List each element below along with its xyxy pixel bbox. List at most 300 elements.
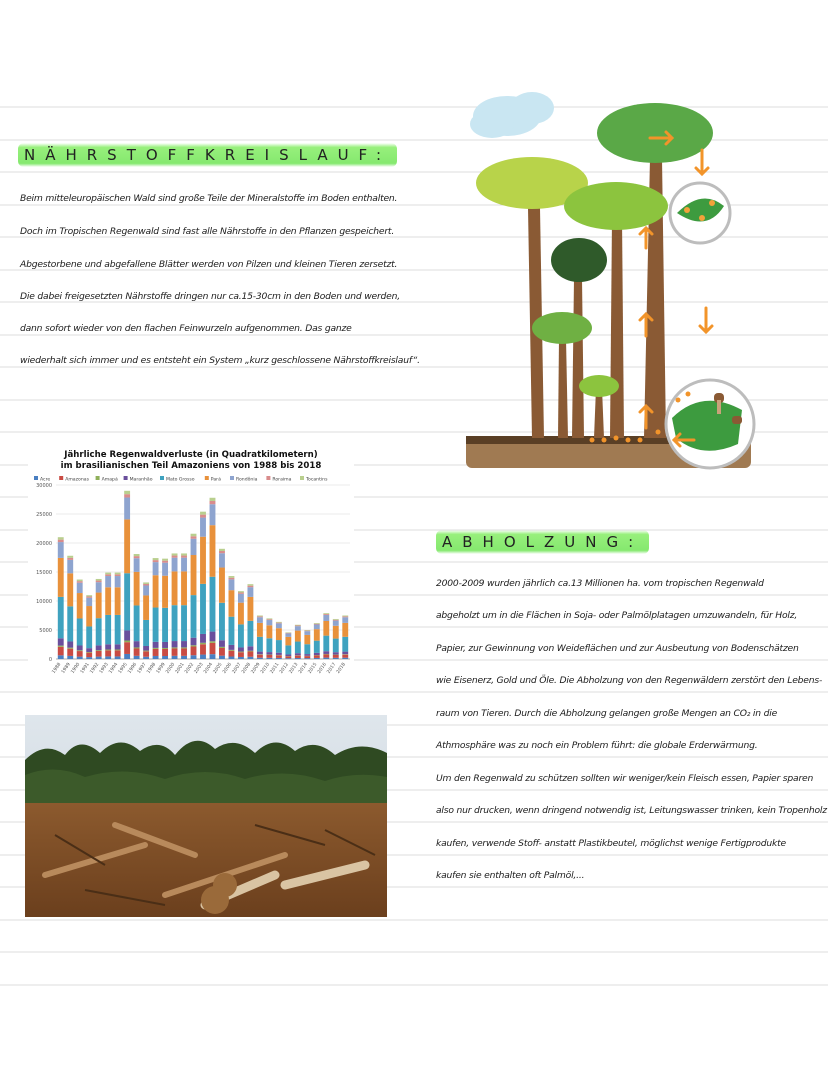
bar-segment <box>200 655 206 659</box>
bar-segment <box>247 584 253 585</box>
legend-label: Mato Grosso <box>166 477 195 483</box>
bar-segment <box>172 648 178 655</box>
bar-segment <box>115 576 121 587</box>
bar-segment <box>333 652 339 654</box>
bar-segment <box>219 568 225 603</box>
x-tick-label: 1996 <box>127 662 139 675</box>
bar-segment <box>115 649 121 650</box>
bar-segment <box>115 644 121 649</box>
bar-segment <box>219 549 225 551</box>
text-line: abgeholzt um in die Flächen in Soja- oder Palmölplatagen umzuwandeln, für Holz, <box>436 610 798 621</box>
bar-segment <box>96 657 102 659</box>
bar-segment <box>219 647 225 648</box>
bar-segment <box>162 649 168 656</box>
bar-segment <box>276 622 282 623</box>
bar-segment <box>342 652 348 655</box>
bar-segment <box>266 658 272 659</box>
bar-segment <box>342 623 348 637</box>
bar-segment <box>238 592 244 593</box>
bar-segment <box>304 631 310 635</box>
legend-label: Amazonas <box>65 477 89 483</box>
bar-segment <box>67 556 73 558</box>
bar-segment <box>58 646 64 647</box>
bar-segment <box>77 580 83 582</box>
bar-segment <box>58 540 64 542</box>
x-tick-label: 2001 <box>174 662 186 675</box>
bar-segment <box>295 626 301 630</box>
bar-segment <box>247 621 253 646</box>
x-tick-label: 1989 <box>61 662 72 675</box>
bar-segment <box>295 656 301 658</box>
bar-segment <box>314 653 320 655</box>
text-line: dann sofort wieder von den flachen Feinwurzeln aufgenommen. Das ganze <box>20 323 352 334</box>
bar-segment <box>86 596 92 597</box>
bar-segment <box>323 614 329 615</box>
bar-segment <box>96 618 102 645</box>
bar-segment <box>134 641 140 647</box>
bar-segment <box>115 587 121 615</box>
bar-segment <box>191 539 197 555</box>
legend-label: Acre <box>40 477 51 483</box>
x-tick-label: 1994 <box>108 662 120 675</box>
bar-segment <box>304 654 310 656</box>
bar-segment <box>191 534 197 537</box>
bar-segment <box>77 650 83 651</box>
bar-segment <box>67 560 73 573</box>
bar-segment <box>153 656 159 659</box>
bar-segment <box>153 575 159 607</box>
y-tick-label: 10000 <box>36 598 52 605</box>
bar-segment <box>96 581 102 583</box>
bar-segment <box>238 647 244 651</box>
bar-segment <box>200 512 206 515</box>
bar-segment <box>58 655 64 659</box>
bar-segment <box>210 643 216 654</box>
bar-segment <box>285 645 291 654</box>
bar-segment <box>333 658 339 659</box>
bar-segment <box>229 657 235 659</box>
bar-segment <box>191 555 197 595</box>
bar-segment <box>266 638 272 652</box>
legend-swatch <box>300 476 304 480</box>
x-tick-label: 1995 <box>117 662 129 675</box>
x-tick-label: 1993 <box>98 662 110 675</box>
bar-segment <box>276 623 282 628</box>
bar-segment <box>153 562 159 575</box>
chart-plot <box>28 473 354 678</box>
bar-segment <box>143 620 149 646</box>
bar-segment <box>257 658 263 659</box>
bar-segment <box>323 636 329 652</box>
bar-segment <box>143 651 149 656</box>
bar-segment <box>247 646 253 650</box>
x-tick-label: 1999 <box>155 662 167 675</box>
bar-segment <box>77 657 83 659</box>
bar-segment <box>105 615 111 644</box>
bar-segment <box>238 624 244 647</box>
bar-segment <box>105 574 111 576</box>
bar-segment <box>67 656 73 659</box>
bar-segment <box>266 652 272 654</box>
bar-segment <box>96 582 102 592</box>
x-tick-label: 2013 <box>288 662 300 675</box>
bar-segment <box>257 616 263 617</box>
bar-segment <box>181 605 187 641</box>
x-tick-label: 1998 <box>146 662 158 675</box>
bar-segment <box>266 619 272 620</box>
tree-crown-icon <box>476 103 713 397</box>
y-tick-label: 15000 <box>36 569 52 576</box>
bar-segment <box>229 617 235 645</box>
x-tick-label: 2016 <box>317 662 328 675</box>
bar-segment <box>58 558 64 597</box>
bar-segment <box>77 581 83 583</box>
x-tick-label: 2003 <box>193 662 205 675</box>
bar-segment <box>247 597 253 621</box>
x-tick-label: 2009 <box>250 662 262 675</box>
text-line: Beim mitteleuropäischen Wald sind große Teile der Mineralstoffe im Boden enthalten. <box>20 193 398 204</box>
nutrient-cycle-illustration <box>462 88 762 473</box>
bar-segment <box>247 657 253 659</box>
bar-segment <box>67 573 73 606</box>
bar-segment <box>333 621 339 626</box>
bar-segment <box>219 640 225 647</box>
bar-segment <box>229 645 235 650</box>
bar-segment <box>162 648 168 649</box>
text-line: also nur drucken, wenn dringend notwendig ist, Leitungswasser trinken, kein Tropenholz <box>436 805 827 816</box>
bar-segment <box>77 593 83 618</box>
bar-segment <box>333 626 339 639</box>
bar-segment <box>86 657 92 659</box>
bar-segment <box>257 637 263 652</box>
bar-segment <box>323 654 329 657</box>
y-tick-label: 20000 <box>36 540 52 547</box>
bar-segment <box>276 653 282 655</box>
bar-segment <box>181 647 187 648</box>
bar-segment <box>219 656 225 659</box>
bar-segment <box>238 594 244 603</box>
bar-segment <box>124 642 130 654</box>
bar-segment <box>153 648 159 649</box>
bar-segment <box>285 656 291 658</box>
x-tick-label: 1992 <box>89 662 101 675</box>
bar-segment <box>124 654 130 659</box>
bar-segment <box>285 658 291 659</box>
bar-segment <box>124 498 130 520</box>
legend-swatch <box>59 476 63 480</box>
bar-segment <box>58 542 64 558</box>
bar-segment <box>229 590 235 617</box>
bar-segment <box>86 598 92 606</box>
x-tick-label: 2014 <box>298 662 309 675</box>
legend-label: Pará <box>210 477 221 483</box>
text-line: raum von Tieren. Durch die Abholzung gelangen große Mengen an CO₂ in die <box>436 708 778 719</box>
bar-segment <box>200 644 206 654</box>
bar-segment <box>67 641 73 647</box>
bar-segment <box>295 625 301 626</box>
bar-segment <box>96 579 102 581</box>
bar-segment <box>67 648 73 649</box>
bar-segment <box>304 635 310 644</box>
chart-subtitle: im brasilianischen Teil Amazoniens von 1988 bis 2018 <box>60 461 322 471</box>
bar-segment <box>285 633 291 634</box>
text-line: Die dabei freigesetzten Nährstoffe dringen nur ca.15-30cm in den Boden und werden, <box>20 291 400 302</box>
bar-segment <box>276 628 282 640</box>
x-tick-label: 2018 <box>336 662 347 675</box>
y-tick-label: 5000 <box>39 627 52 634</box>
bar-segment <box>314 655 320 658</box>
bar-segment <box>200 518 206 537</box>
bar-segment <box>96 651 102 657</box>
bar-segment <box>67 606 73 641</box>
legend-label: Roraima <box>272 477 292 483</box>
bar-segment <box>124 494 130 497</box>
deforestation-chart <box>28 448 354 678</box>
bar-segment <box>172 647 178 648</box>
x-tick-label: 2004 <box>203 662 215 675</box>
bar-segment <box>323 613 329 614</box>
bar-segment <box>266 655 272 658</box>
bar-segment <box>181 656 187 659</box>
legend-label: Amapá <box>101 477 118 483</box>
bar-segment <box>143 657 149 659</box>
bar-segment <box>257 623 263 637</box>
bar-segment <box>143 586 149 596</box>
x-tick-label: 2008 <box>241 662 253 675</box>
bar-segment <box>219 553 225 567</box>
bar-segment <box>342 637 348 652</box>
legend-label: Tocantins <box>306 477 328 483</box>
bar-segment <box>323 615 329 621</box>
x-tick-label: 1997 <box>136 662 148 675</box>
x-tick-label: 2010 <box>260 662 272 675</box>
bar-segment <box>67 649 73 656</box>
text-line: Abgestorbene und abgefallene Blätter werden von Pilzen und kleinen Tieren zersetzt. <box>20 259 398 270</box>
bar-segment <box>105 576 111 587</box>
bar-segment <box>247 651 253 652</box>
bar-segment <box>181 571 187 605</box>
bar-segment <box>96 645 102 650</box>
bar-segment <box>333 620 339 621</box>
bar-segment <box>134 605 140 641</box>
text-line: Um den Regenwald zu schützen sollten wir weniger/kein Fleisch essen, Papier sparen <box>436 773 814 784</box>
bar-segment <box>295 631 301 642</box>
bar-segment <box>124 491 130 494</box>
bar-segment <box>304 644 310 654</box>
bar-segment <box>115 615 121 644</box>
bar-segment <box>143 582 149 584</box>
bar-segment <box>257 616 263 617</box>
bar-segment <box>181 556 187 558</box>
bar-segment <box>105 573 111 575</box>
bar-segment <box>295 625 301 626</box>
bar-segment <box>58 638 64 645</box>
x-tick-label: 2011 <box>269 662 281 675</box>
bar-segment <box>247 586 253 587</box>
bar-segment <box>115 573 121 575</box>
bar-segment <box>238 652 244 653</box>
bar-segment <box>342 616 348 617</box>
bar-segment <box>191 645 197 646</box>
bar-segment <box>191 595 197 638</box>
bar-segment <box>210 504 216 525</box>
bar-segment <box>162 642 168 648</box>
y-tick-label: 0 <box>48 656 52 663</box>
bar-segment <box>86 595 92 596</box>
bar-segment <box>58 537 64 539</box>
bar-segment <box>295 642 301 654</box>
text-line: Athmosphäre was zu noch ein Problem führt: die globale Erderwärmung. <box>436 740 758 751</box>
bar-segment <box>172 571 178 605</box>
bar-segment <box>162 559 168 561</box>
bar-segment <box>134 656 140 659</box>
bar-segment <box>143 651 149 652</box>
bar-segment <box>266 618 272 619</box>
bar-segment <box>105 650 111 656</box>
bar-segment <box>342 617 348 623</box>
bar-segment <box>295 658 301 659</box>
bar-segment <box>210 525 216 577</box>
x-tick-label: 2012 <box>279 662 290 675</box>
legend-swatch <box>205 476 209 480</box>
bar-segment <box>134 556 140 558</box>
legend-swatch <box>160 476 164 480</box>
bar-segment <box>134 647 140 648</box>
chart-title: Jährliche Regenwaldverluste (in Quadratkilometern) <box>64 450 318 460</box>
bar-segment <box>96 650 102 651</box>
bar-segment <box>210 654 216 659</box>
bar-segment <box>200 537 206 584</box>
bar-segment <box>238 603 244 625</box>
bar-segment <box>219 603 225 640</box>
bar-segment <box>276 658 282 659</box>
bar-segment <box>314 629 320 641</box>
bar-segment <box>124 519 130 573</box>
bar-segment <box>333 619 339 620</box>
bar-segment <box>153 558 159 560</box>
bar-segment <box>285 637 291 646</box>
x-tick-label: 1988 <box>51 662 63 675</box>
bar-segment <box>134 558 140 572</box>
bar-segment <box>266 620 272 625</box>
bar-segment <box>105 644 111 649</box>
bar-segment <box>219 551 225 553</box>
bar-segment <box>191 638 197 646</box>
bar-segment <box>304 656 310 658</box>
bar-segment <box>276 640 282 653</box>
bar-segment <box>285 632 291 633</box>
bar-segment <box>172 641 178 647</box>
bar-segment <box>77 645 83 650</box>
bar-segment <box>143 584 149 586</box>
bar-segment <box>134 649 140 656</box>
bar-segment <box>191 536 197 539</box>
bar-segment <box>285 633 291 636</box>
text-line: Doch im Tropischen Regenwald sind fast alle Nährstoffe in den Pflanzen gespeichert. <box>20 226 395 237</box>
legend-swatch <box>124 476 128 480</box>
bar-segment <box>172 556 178 558</box>
bar-segment <box>86 626 92 648</box>
bar-segment <box>86 648 92 652</box>
bar-segment <box>115 650 121 656</box>
bar-segment <box>143 595 149 619</box>
bar-segment <box>200 515 206 518</box>
x-tick-label: 2002 <box>184 662 196 675</box>
bar-segment <box>210 641 216 643</box>
naehrstoffkreislauf-heading: NÄHRSTOFFKREISLAUF: <box>18 143 397 167</box>
bar-segment <box>210 501 216 504</box>
bar-segment <box>304 630 310 631</box>
bar-segment <box>285 654 291 656</box>
cloud-icon <box>470 92 554 138</box>
bar-segment <box>314 623 320 624</box>
bar-segment <box>77 583 83 593</box>
bar-segment <box>266 625 272 638</box>
x-tick-label: 2005 <box>212 662 224 675</box>
bar-segment <box>238 652 244 657</box>
text-line: Papier, zur Gewinnung von Weideflächen und zur Ausbeutung von Bodenschätzen <box>436 643 799 654</box>
bar-segment <box>333 639 339 653</box>
bar-segment <box>200 634 206 643</box>
bar-segment <box>229 650 235 651</box>
bar-segment <box>162 656 168 659</box>
bar-segment <box>115 656 121 659</box>
bar-segment <box>229 578 235 580</box>
bar-segment <box>276 623 282 624</box>
bar-segment <box>96 593 102 619</box>
bar-segment <box>247 587 253 597</box>
bar-segment <box>162 561 168 563</box>
bar-segment <box>162 608 168 642</box>
bar-segment <box>58 597 64 638</box>
bar-segment <box>181 553 187 555</box>
x-tick-label: 2000 <box>165 662 177 675</box>
bar-segment <box>58 647 64 656</box>
x-tick-label: 2007 <box>231 662 243 675</box>
bar-segment <box>210 498 216 501</box>
bar-segment <box>172 553 178 555</box>
bar-segment <box>143 646 149 651</box>
y-tick-label: 30000 <box>36 482 52 489</box>
legend-swatch <box>266 476 270 480</box>
bar-segment <box>257 617 263 623</box>
bar-segment <box>229 579 235 590</box>
bar-segment <box>162 563 168 576</box>
bar-segment <box>86 653 92 657</box>
bar-segment <box>153 560 159 562</box>
abholzung-heading: ABHOLZUNG: <box>436 530 649 554</box>
bar-segment <box>314 624 320 625</box>
bar-segment <box>323 651 329 654</box>
bar-segment <box>314 641 320 653</box>
bar-segment <box>342 658 348 659</box>
bar-segment <box>314 624 320 629</box>
legend-label: Rondônia <box>236 477 258 483</box>
bar-segment <box>86 652 92 653</box>
bar-segment <box>238 591 244 592</box>
bar-segment <box>153 649 159 656</box>
bar-segment <box>67 558 73 560</box>
bar-segment <box>342 616 348 617</box>
bar-segment <box>210 632 216 642</box>
bar-segment <box>172 605 178 641</box>
bar-segment <box>200 584 206 634</box>
bar-segment <box>181 641 187 647</box>
bar-segment <box>86 606 92 626</box>
bar-segment <box>181 558 187 572</box>
bar-segment <box>210 577 216 632</box>
bar-segment <box>238 657 244 659</box>
